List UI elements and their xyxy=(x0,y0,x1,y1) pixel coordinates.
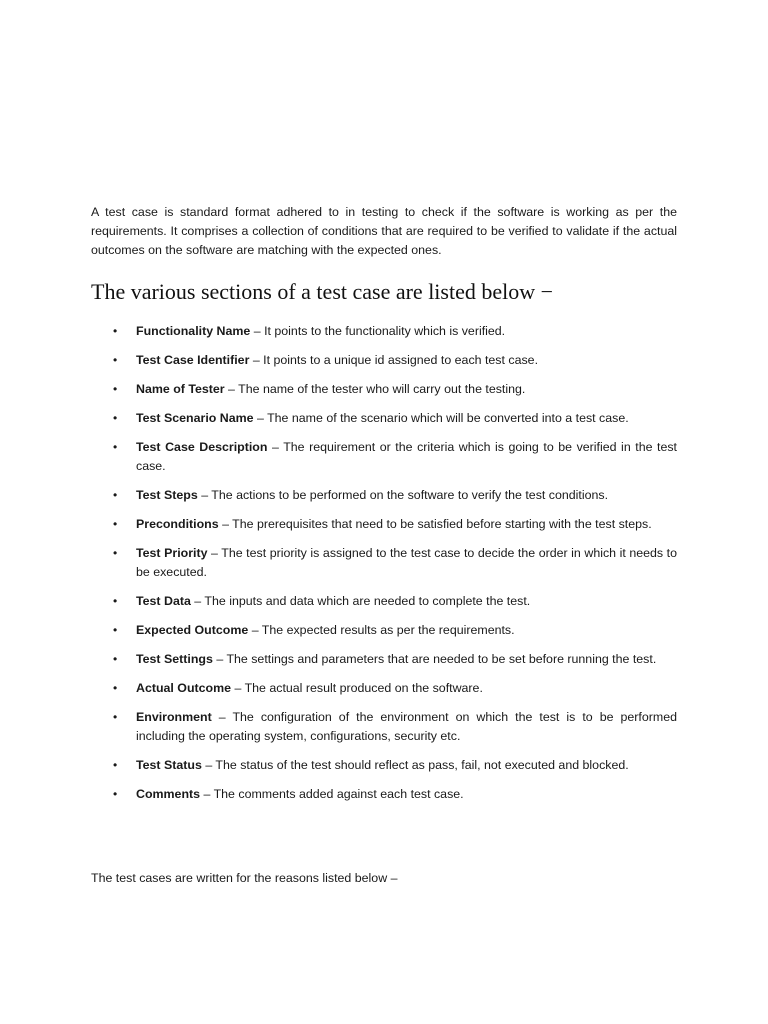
list-item-term: Test Case Identifier xyxy=(136,353,250,368)
list-item-description: – The name of the tester who will carry out the testing. xyxy=(224,382,526,397)
bullet-icon: • xyxy=(113,324,118,338)
bullet-icon: • xyxy=(113,546,118,561)
bullet-icon: • xyxy=(113,593,118,608)
list-item-description: – The prerequisites that need to be satisfied before starting with the test steps. xyxy=(218,517,652,532)
list-item xyxy=(91,708,677,745)
closing-paragraph: The test cases are written for the reasons listed below – xyxy=(91,871,398,885)
list-item-term: Comments xyxy=(136,786,201,801)
bullet-icon: • xyxy=(113,681,118,696)
list-item xyxy=(91,486,677,505)
list-item-term: Test Priority xyxy=(136,546,208,561)
list-item-description: – The settings and parameters that are needed to be set before running the test. xyxy=(212,651,657,666)
list-item xyxy=(91,351,677,370)
bullet-icon: • xyxy=(113,757,118,772)
intro-paragraph: A test case is standard format adhered to in testing to check if the software is working as per the requirements. It comprises a collection of conditions that are required to be verified to validate if the actual outcomes on the software are matching with the expected ones. xyxy=(91,205,677,257)
list-item-description: – It points to the functionality which is verified. xyxy=(250,324,506,338)
bullet-icon: • xyxy=(113,786,118,801)
list-item xyxy=(91,592,677,611)
list-item-term: Actual Outcome xyxy=(136,681,232,696)
list-item-term: Test Steps xyxy=(136,487,198,502)
list-item xyxy=(91,322,677,341)
bullet-icon: • xyxy=(113,382,118,397)
list-item-term: Preconditions xyxy=(136,517,219,532)
list-item-term: Test Case Description xyxy=(136,440,268,455)
list-item xyxy=(91,380,677,399)
list-item xyxy=(91,409,677,428)
list-item xyxy=(91,438,677,475)
list-item-term: Test Status xyxy=(136,757,202,772)
bullet-icon: • xyxy=(113,411,118,426)
bullet-icon: • xyxy=(113,353,118,368)
list-item xyxy=(91,756,677,775)
list-item xyxy=(91,679,677,698)
list-item-description: – The status of the test should reflect as pass, fail, not executed and blocked. xyxy=(201,757,629,772)
list-item-term: Environment xyxy=(136,710,212,725)
list-item-description: – The configuration of the environment on which the test is to be performed including the operating system, configurations, security etc. xyxy=(136,710,677,743)
list-item xyxy=(91,621,677,640)
bullet-icon: • xyxy=(113,517,118,532)
bullet-icon: • xyxy=(113,651,118,666)
list-item-description: – The requirement or the criteria which is going to be verified in the test case. xyxy=(136,440,677,473)
list-item-term: Test Data xyxy=(136,593,191,608)
sections-list xyxy=(91,322,677,814)
bullet-icon: • xyxy=(113,622,118,637)
list-item xyxy=(91,515,677,534)
list-item-term: Expected Outcome xyxy=(136,622,249,637)
list-item xyxy=(91,650,677,669)
bullet-icon: • xyxy=(113,487,118,502)
bullet-icon: • xyxy=(113,710,118,725)
list-item-description: – The actual result produced on the software. xyxy=(231,681,483,696)
section-heading: The various sections of a test case are listed below − xyxy=(91,279,554,304)
list-item-description: – The comments added against each test case. xyxy=(200,786,464,801)
list-item xyxy=(91,544,677,581)
list-item-description: – The expected results as per the requirements. xyxy=(248,622,515,637)
list-item-term: Test Settings xyxy=(136,651,213,666)
list-item-term: Name of Tester xyxy=(136,382,225,397)
list-item-description: – The name of the scenario which will be converted into a test case. xyxy=(253,411,629,426)
list-item xyxy=(91,785,677,804)
list-item-description: – The actions to be performed on the software to verify the test conditions. xyxy=(197,487,609,502)
bullet-icon: • xyxy=(113,440,118,455)
list-item-term: Test Scenario Name xyxy=(136,411,254,426)
list-item-description: – It points to a unique id assigned to each test case. xyxy=(249,353,539,368)
list-item-term: Functionality Name xyxy=(136,324,251,338)
list-item-description: – The test priority is assigned to the test case to decide the order in which it needs to be executed. xyxy=(136,546,677,579)
list-item-description: – The inputs and data which are needed to complete the test. xyxy=(190,593,531,608)
